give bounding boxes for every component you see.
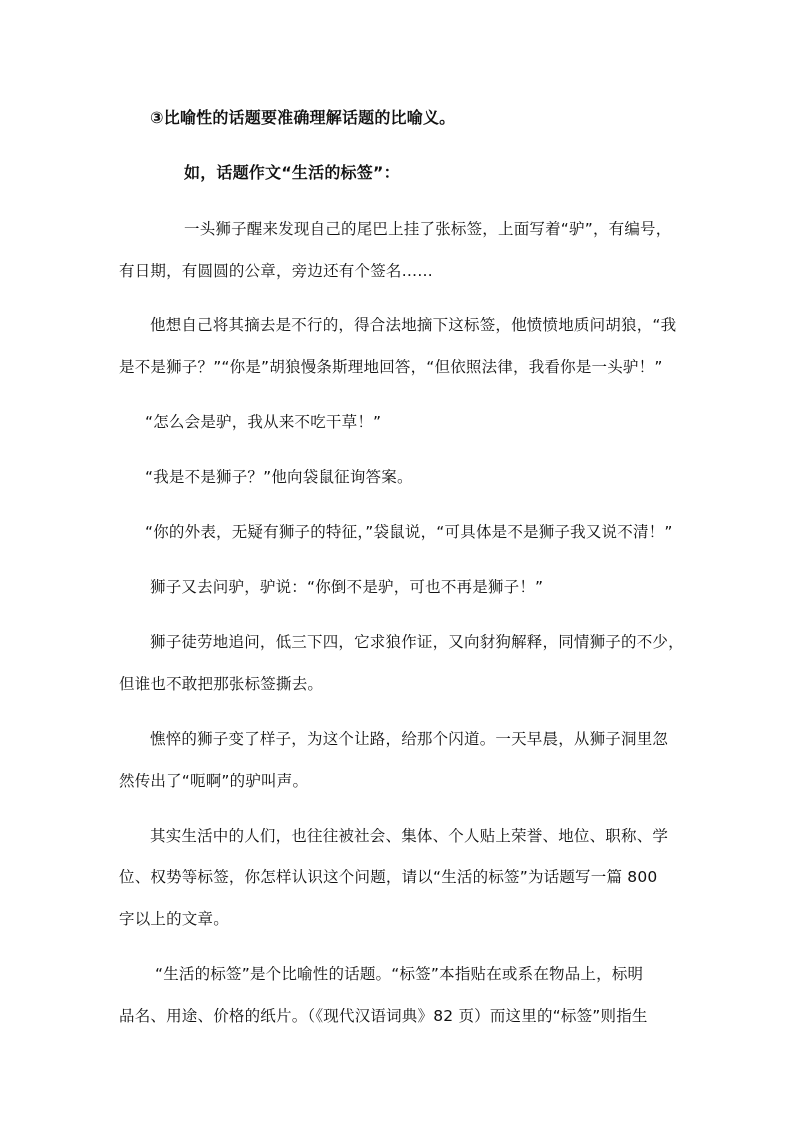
paragraph-line: 狮子又去问驴，驴说：“你倒不是驴，可也不再是狮子！” (150, 578, 544, 596)
paragraph-line: 有日期，有圆圆的公章，旁边还有个签名…… (119, 262, 434, 280)
paragraph-line: 然传出了“呃啊”的驴叫声。 (119, 772, 309, 790)
example-intro: 如，话题作文“生活的标签”： (184, 163, 400, 182)
paragraph-line: 其实生活中的人们，也往往被社会、集体、个人贴上荣誉、地位、职称、学 (150, 827, 669, 845)
paragraph-line: 位、权势等标签，你怎样认识这个问题，请以“生活的标签”为话题写一篇 800 (119, 868, 658, 886)
section-heading: ③比喻性的话题要准确理解话题的比喻义。 (150, 108, 456, 127)
paragraph-line: 一头狮子醒来发现自己的尾巴上挂了张标签，上面写着“驴”，有编号， (184, 220, 672, 238)
paragraph-line: 憔悴的狮子变了样子，为这个让路，给那个闪道。一天早晨，从狮子洞里忽 (150, 730, 669, 748)
paragraph-line: “生活的标签”是个比喻性的话题。“标签”本指贴在或系在物品上，标明 (155, 965, 644, 983)
paragraph-line: “你的外表，无疑有狮子的特征，”袋鼠说，“可具体是不是狮子我又说不清！” (145, 523, 673, 541)
paragraph-line: “怎么会是驴，我从来不吃干草！” (145, 413, 382, 431)
paragraph-line: 狮子徒劳地追问，低三下四，它求狼作证，又向豺狗解释，同情狮子的不少， (150, 633, 684, 651)
paragraph-line: 他想自己将其摘去是不行的，得合法地摘下这标签，他愤愤地质问胡狼，“我 (150, 316, 677, 334)
paragraph-line: 是不是狮子？”“你是”胡狼慢条斯理地回答，“但依照法律，我看你是一头驴！” (119, 358, 663, 376)
paragraph-line: 但谁也不敢把那张标签撕去。 (119, 675, 324, 693)
paragraph-line: “我是不是狮子？”他向袋鼠征询答案。 (145, 468, 413, 486)
paragraph-line: 品名、用途、价格的纸片。（《现代汉语词典》82 页）而这里的“标签”则指生 (119, 1007, 648, 1025)
paragraph-line: 字以上的文章。 (119, 910, 229, 928)
